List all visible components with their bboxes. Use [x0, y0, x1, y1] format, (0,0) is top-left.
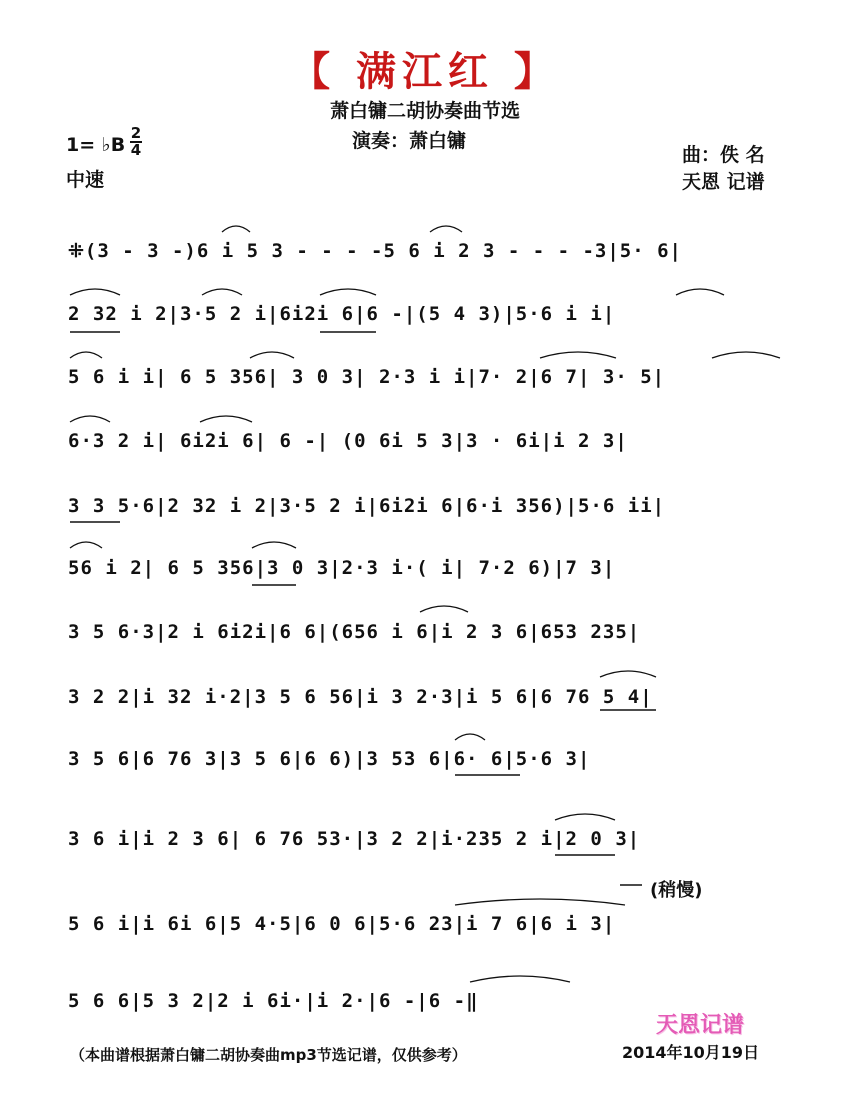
score-line: 3 5 6|6 76 3|3 5 6|6 6)|3 53 6|6· 6|5·6 3| [68, 748, 591, 770]
tempo-annotation-slow: (稍慢) [650, 880, 703, 901]
footer-disclaimer: （本曲谱根据萧白镛二胡协奏曲mp3节选记谱，仅供参考） [70, 1046, 467, 1064]
score-line: 2 32 i 2|3·5 2 i|6i2i 6|6 -|(5 4 3)|5·6 i i| [68, 303, 616, 325]
score-line: 5 6 6|5 3 2|2 i 6i·|i 2·|6 -|6 -‖ [68, 990, 479, 1012]
score-line: 5 6 i|i 6i 6|5 4·5|6 0 6|5·6 23|i 7 6|6 i 3| [68, 913, 616, 935]
score-line: 3 5 6·3|2 i 6i2i|6 6|(656 i 6|i 2 3 6|653 235| [68, 621, 641, 643]
score-line: 56 i 2| 6 5 356|3 0 3|2·3 i·( i| 7·2 6)|7 3| [68, 557, 616, 579]
score-line: 5 6 i i| 6 5 356| 3 0 3| 2·3 i i|7· 2|6 7| 3· 5| [68, 366, 666, 388]
time-signature-top: 2 [130, 124, 142, 142]
score-line: 3 2 2|i 32 i·2|3 5 6 56|i 3 2·3|i 5 6|6 76 5 4| [68, 686, 653, 708]
time-signature-bottom: 4 [130, 141, 142, 159]
transcriber-label: 天恩 记谱 [682, 171, 765, 193]
score-line: 3 3 5·6|2 32 i 2|3·5 2 i|6i2i 6|6·i 356)|5·6 ii| [68, 495, 666, 517]
time-signature [130, 126, 142, 158]
performer-label: 演奏：萧白镛 [352, 130, 467, 152]
score-title: 【 满江红 】 [290, 49, 560, 95]
score-subtitle: 萧白镛二胡协奏曲节选 [329, 100, 520, 122]
composer-label: 曲：佚 名 [682, 144, 765, 166]
score-line: ⁜(3 - 3 -)6 i 5 3 - - - -5 6 i 2 3 - - - -3|5· 6| [68, 240, 682, 262]
score-line: 6·3 2 i| 6i2i 6| 6 -| (0 6i 5 3|3 · 6i|i 2 3| [68, 430, 628, 452]
footer-date: 2014年10月19日 [622, 1043, 760, 1062]
transcriber-stamp: 天恩记谱 [656, 1013, 745, 1038]
key-signature: 1= ♭B [66, 134, 126, 156]
score-line: 3 6 i|i 2 3 6| 6 76 53·|3 2 2|i·235 2 i|2 0 3| [68, 828, 641, 850]
tempo-marking: 中速 [66, 169, 105, 191]
